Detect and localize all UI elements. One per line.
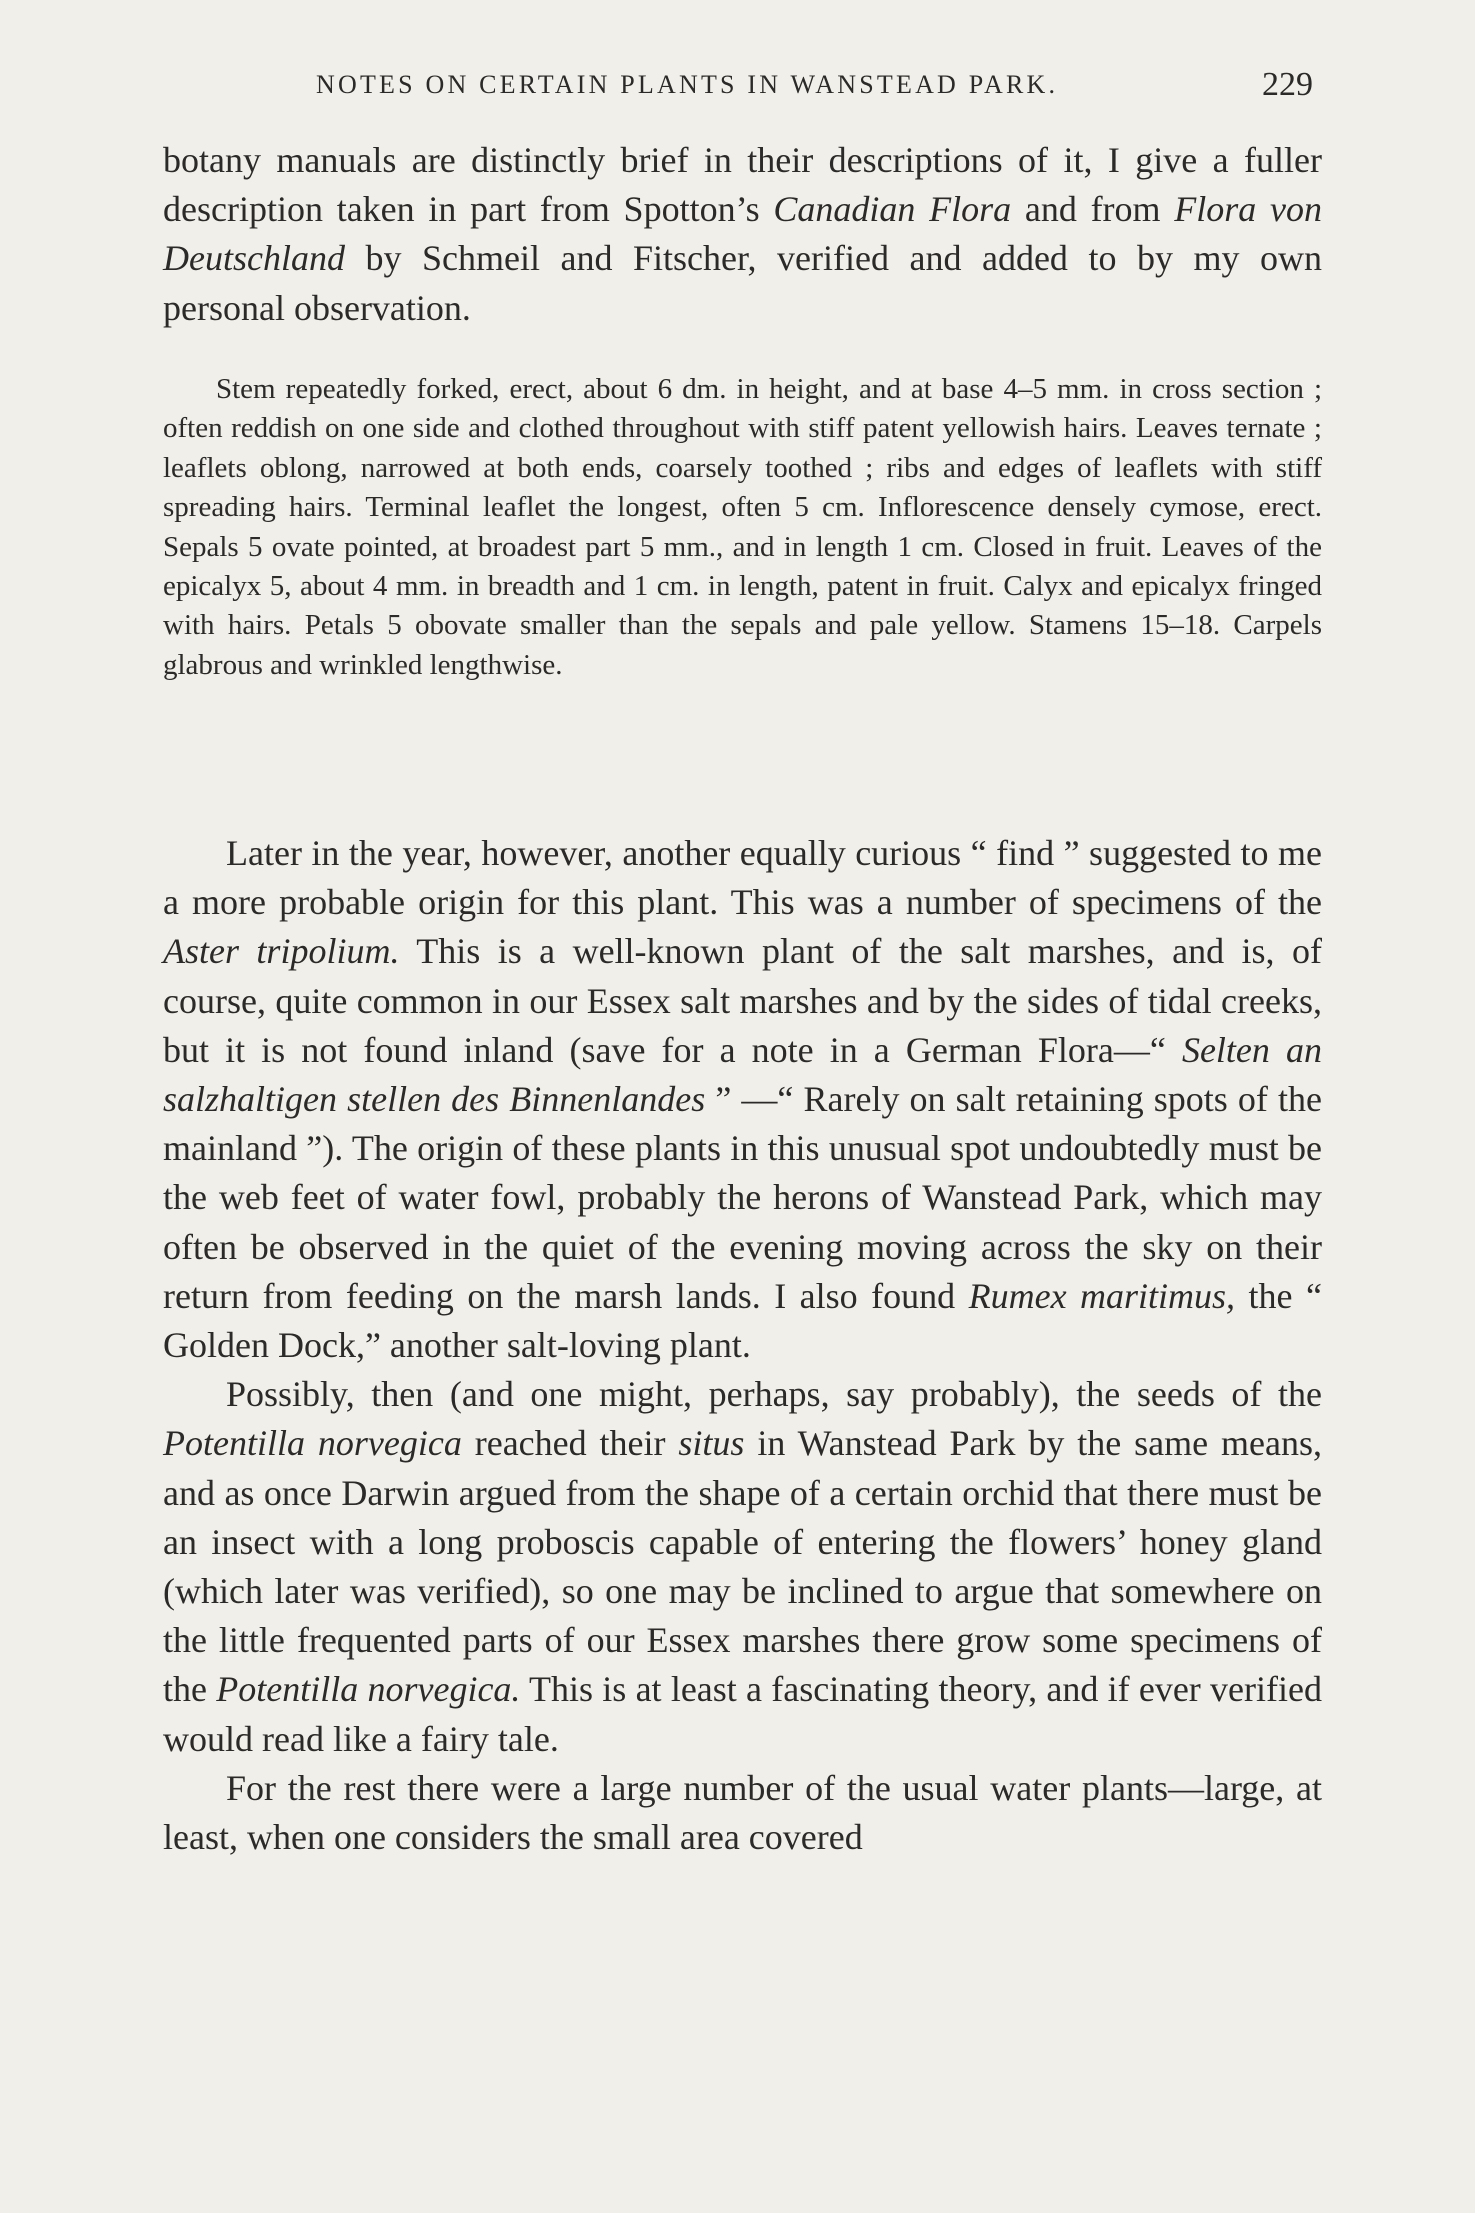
p2-text-1: Possibly, then (and one might, perhaps, say probably), the seeds of the <box>226 1374 1322 1415</box>
p2-text-2: reached their <box>461 1423 679 1464</box>
intro-italic-2: Flora von Deutschland <box>163 189 1323 279</box>
intro-text-3: by Schmeil and Fitscher, verified and added to by my own personal observation. <box>163 238 1322 328</box>
paragraph-aster <box>163 829 1322 1370</box>
plant-description <box>163 370 1322 685</box>
paragraph-potentilla <box>163 1370 1322 1764</box>
intro-italic-1: Canadian Flora <box>773 189 1012 230</box>
p1-text-1: Later in the year, however, another equally curious “ find ” suggested to me a more probable origin for this plant. This was a number of specimens of the <box>163 833 1322 923</box>
p1-italic-2: Selten an salzhaltigen stellen des Binnenlandes <box>163 1029 1322 1120</box>
p2-italic-1: Potentilla norvegica <box>163 1423 462 1464</box>
intro-text-1: botany manuals are distinctly brief in their descriptions of it, I give a fuller description taken in part from Spotton’s <box>163 140 1322 230</box>
p1-italic-1: Aster tripolium. <box>163 931 400 972</box>
p1-text-3: ” —“ Rarely on salt retaining spots of the mainland ”). The origin of these plants in this unusual spot undoubtedly must be the web feet of water fowl, probably the herons of Wanstead Park, which may often be observed in the quiet of the evening moving across the sky on their return from feeding on the marsh lands. I also found <box>163 1079 1322 1316</box>
paragraph-water-plants: For the rest there were a large number of the usual water plants—large, at least, when one considers the small area covered <box>163 1767 1322 1858</box>
main-text <box>163 829 1322 1862</box>
intro-paragraph <box>163 136 1322 333</box>
page-number: 229 <box>1262 66 1313 103</box>
p2-italic-2: situs <box>678 1423 745 1464</box>
plant-description-text: Stem repeatedly forked, erect, about 6 dm. in height, and at base 4–5 mm. in cross section ; often reddish on one side and clothed throughout with stiff patent yellowish hairs. Leaves ternate ; leaflets oblong, narrowed at both ends, coarsely toothed ; ribs and edges of leaflets with stiff spreading hairs. Terminal leaflet the longest, often 5 cm. Inflorescence densely cymose, erect. Sepals 5 ovate pointed, at broadest part 5 mm., and in length 1 cm. Closed in fruit. Leaves of the epicalyx 5, about 4 mm. in breadth and 1 cm. in length, patent in fruit. Calyx and epicalyx fringed with hairs. Petals 5 obovate smaller than the sepals and pale yellow. Stamens 15–18. Carpels glabrous and wrinkled lengthwise. <box>163 373 1322 681</box>
running-title: NOTES ON CERTAIN PLANTS IN WANSTEAD PARK. <box>316 70 1059 99</box>
intro-text-2: and from <box>1011 189 1175 230</box>
p1-italic-3: Rumex maritimus, <box>968 1275 1236 1316</box>
p2-text-3: in Wanstead Park by the same means, and as once Darwin argued from the shape of a certain orchid that there must be an insect with a long proboscis capable of entering the flowers’ honey gland (which later was verified), so one may be inclined to argue that somewhere on the little frequented parts of our Essex marshes there grow some specimens of the <box>163 1423 1322 1710</box>
p1-text-2: This is a well-known plant of the salt marshes, and is, of course, quite common in our Essex salt marshes and by the sides of tidal creeks, but it is not found inland (save for a note in a German Flora—“ <box>163 931 1322 1070</box>
p2-text-4: This is at least a fascinating theory, and if ever verified would read like a fairy tale. <box>163 1669 1322 1759</box>
running-header <box>0 66 1475 110</box>
p1-text-4: the “ Golden Dock,” another salt-loving plant. <box>163 1275 1322 1366</box>
p2-italic-3: Potentilla norvegica. <box>216 1669 521 1710</box>
